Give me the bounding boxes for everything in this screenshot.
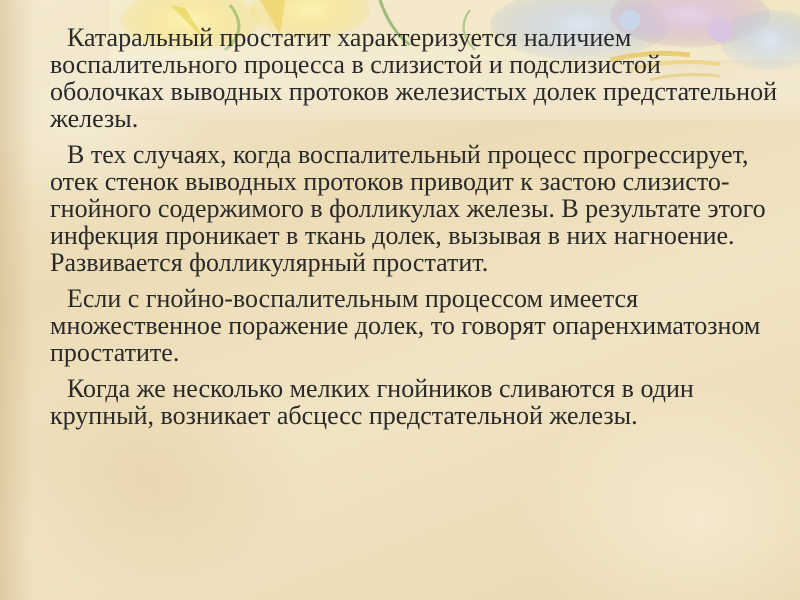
paragraph-parenchymatous-prostatitis: Если с гнойно-воспалительным процессом имеется множественное поражение долек, то говорят опаренхиматозном простатите.	[50, 284, 761, 367]
left-parchment-edge	[0, 0, 34, 600]
paragraph-prostate-abscess: Когда же несколько мелких гнойников сливаются в один крупный, возникает абсцесс предстательной железы.	[50, 374, 694, 430]
body-text	[50, 24, 780, 438]
paragraph-follicular-prostatitis: В тех случаях, когда воспалительный процесс прогрессирует, отек стенок выводных протоков приводит к застою слизисто-гнойного содержимого в фолликулах железы. В результате этого инфекция проникает в ткань долек, вызывая в них нагноение. Развивается фолликулярный простатит.	[50, 140, 766, 277]
paragraph-catarrhal-prostatitis: Катаральный простатит характеризуется наличием воспалительного процесса в слизистой и подслизистой оболочках выводных протоков железистых долек предстательной железы.	[50, 23, 777, 133]
